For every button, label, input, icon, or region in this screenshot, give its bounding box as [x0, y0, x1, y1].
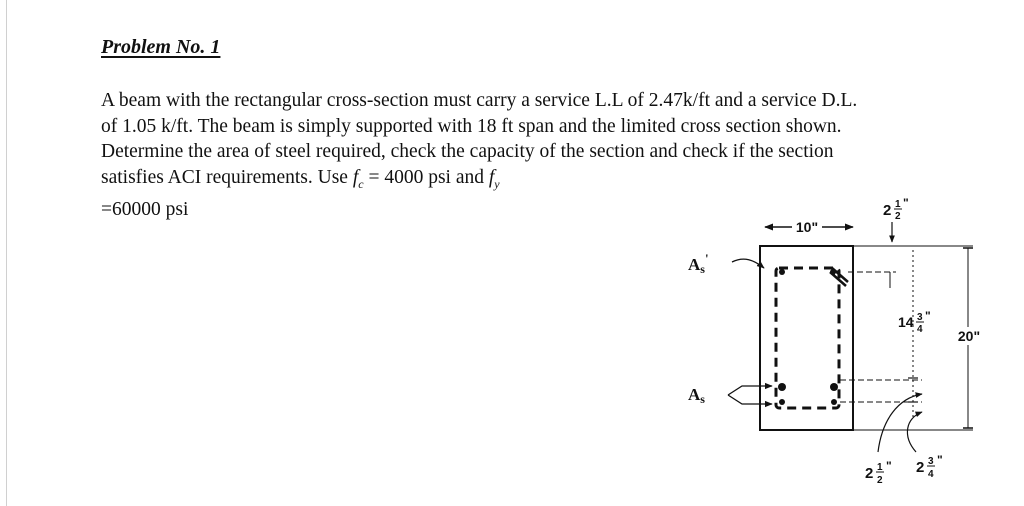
- bottom-left-whole: 2: [865, 465, 874, 482]
- compression-steel-label: As': [688, 251, 709, 276]
- bottom-bar-left-2: [779, 399, 785, 405]
- tension-steel-leader-bottom: [728, 395, 772, 404]
- beam-cross-section-diagram: [660, 190, 1000, 500]
- top-bar-right: [830, 269, 836, 275]
- problem-title: Problem No. 1: [101, 36, 221, 58]
- inner-depth-inch: ": [925, 309, 931, 323]
- inner-depth-num: 3: [917, 312, 923, 323]
- fc-value: = 4000 psi and: [363, 166, 489, 188]
- bottom-left-num: 1: [877, 462, 883, 473]
- statement-line-2: of 1.05 k/ft. The beam is simply supported with 18 ft span and the limited cross section shown.: [101, 115, 842, 137]
- bottom-left-inch: ": [886, 459, 892, 473]
- bottom-bar-right-2: [831, 399, 837, 405]
- bottom-right-num: 3: [928, 456, 934, 467]
- bottom-right-den: 4: [928, 469, 934, 480]
- fy-symbol: f: [488, 166, 495, 188]
- statement-line-3: Determine the area of steel required, check the capacity of the section and check if the section: [101, 141, 834, 162]
- bottom-right-leader: [907, 412, 922, 452]
- top-cover-num: 1: [895, 199, 901, 210]
- bottom-bar-right: [830, 383, 838, 391]
- top-cover-whole: 2: [883, 202, 892, 219]
- top-bar-left: [779, 269, 785, 275]
- inner-depth-whole: 14: [898, 314, 914, 330]
- total-depth-label: 20": [957, 328, 981, 344]
- bottom-right-inch: ": [937, 453, 943, 467]
- statement-line-1: A beam with the rectangular cross-section must carry a service L.L of 2.47k/ft and a service D.L.: [101, 90, 858, 111]
- statement-line-5: =60000 psi: [101, 198, 189, 220]
- bottom-left-den: 2: [877, 475, 883, 486]
- top-cover-inch: ": [903, 196, 909, 210]
- statement-line-4-prefix: satisfies ACI requirements. Use: [101, 166, 353, 188]
- page-edge-rule: [6, 0, 7, 506]
- bottom-left-leader: [878, 394, 922, 452]
- fy-subscript: y: [494, 176, 500, 191]
- bottom-bar-left: [778, 383, 786, 391]
- tension-steel-label: As: [688, 385, 705, 406]
- width-label: 10": [795, 219, 819, 235]
- top-cover-den: 2: [895, 211, 901, 222]
- tension-steel-leader-top: [728, 386, 772, 395]
- inner-depth-den: 4: [917, 324, 923, 335]
- bottom-right-whole: 2: [916, 459, 925, 476]
- fc-subscript: c: [358, 176, 364, 191]
- fc-symbol: f: [352, 166, 359, 188]
